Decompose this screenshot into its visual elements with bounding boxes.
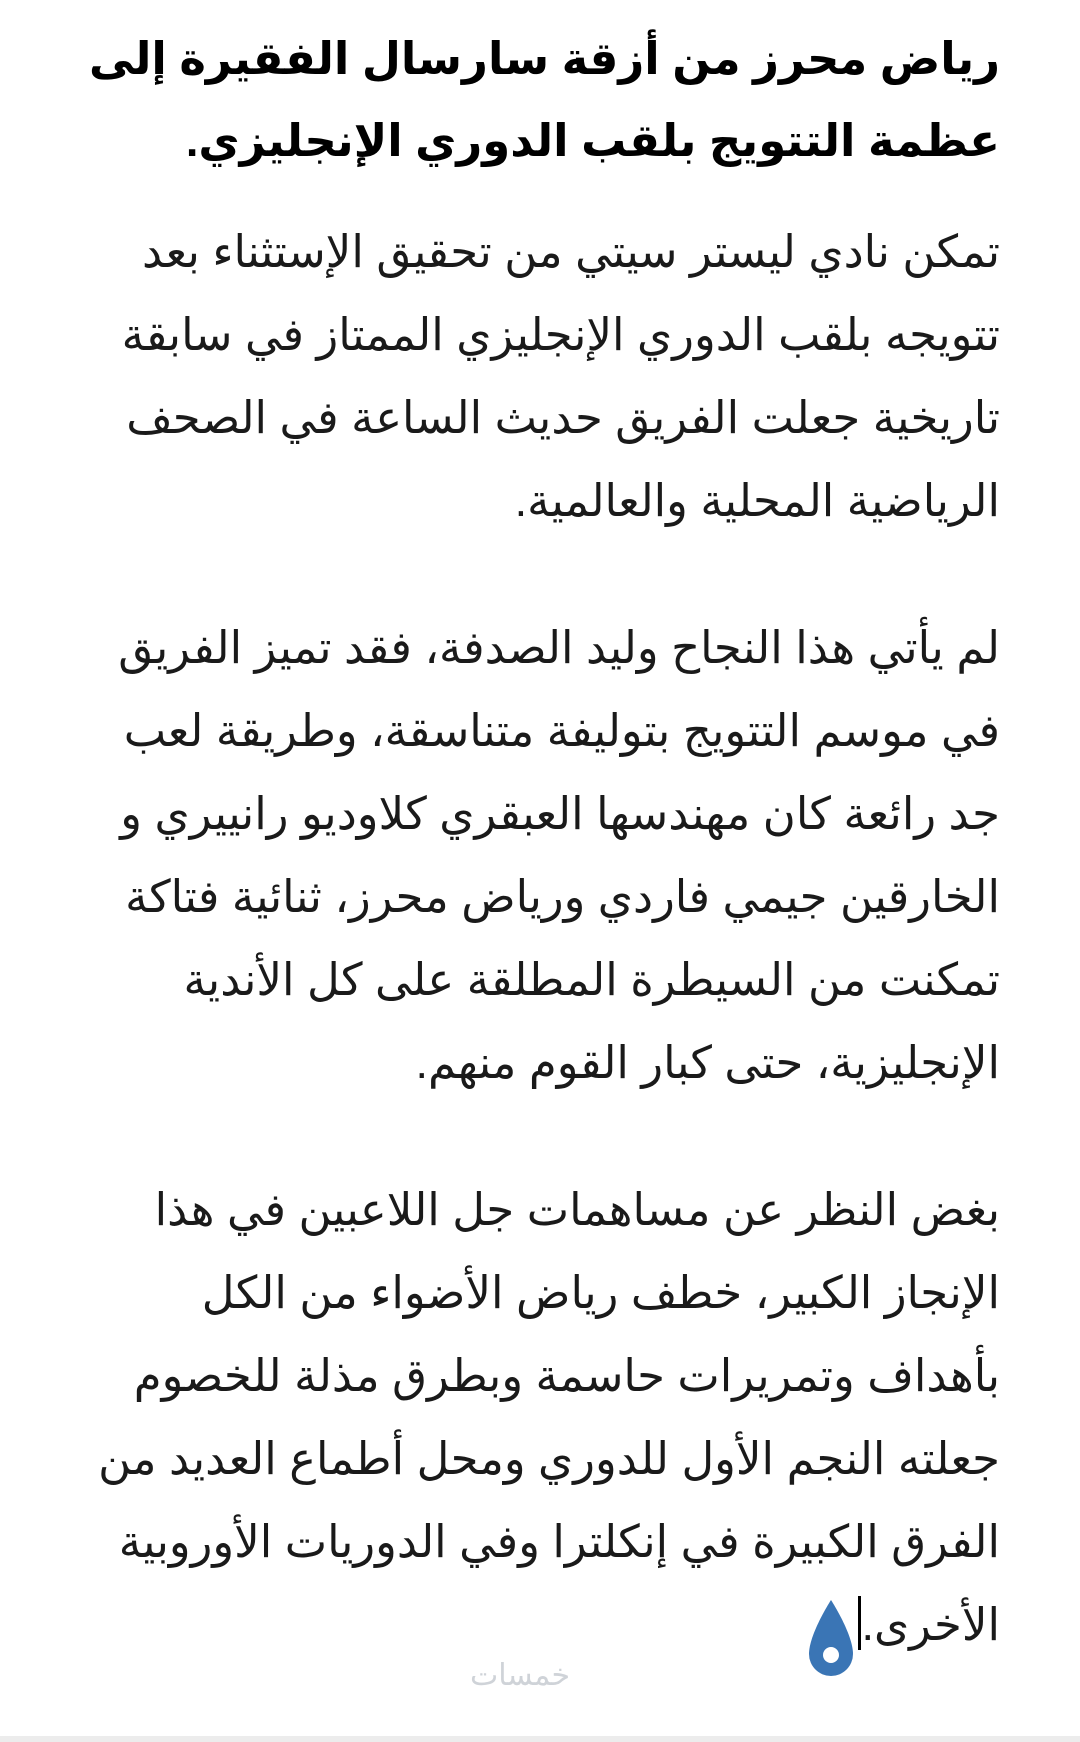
bottom-divider (0, 1736, 1080, 1742)
article-paragraph-3-text: بغض النظر عن مساهمات جل اللاعبين في هذا الإنجاز الكبير، خطف رياض الأضواء من الكل بأهداف وتمريرات حاسمة وبطرق مذلة للخصوم جعلته النجم الأول للدوري ومحل أطماع العديد من الفرق الكبيرة في إنكلترا وفي الدوريات الأوروبية الأخرى. (98, 1184, 1000, 1650)
text-cursor-drop-handle-icon[interactable] (804, 1598, 858, 1682)
article (80, 18, 1000, 1666)
article-title: رياض محرز من أزقة سارسال الفقيرة إلى عظمة التتويج بلقب الدوري الإنجليزي. (88, 33, 1000, 166)
article-paragraph-1: تمكن نادي ليستر سيتي من تحقيق الإستثناء بعد تتويجه بلقب الدوري الإنجليزي الممتاز في سابقة تاريخية جعلت الفريق حديث الساعة في الصحف الرياضية المحلية والعالمية. (121, 226, 1000, 526)
article-paragraph-2: لم يأتي هذا النجاح وليد الصدفة، فقد تميز الفريق في موسم التتويج بتوليفة متناسقة، وطريقة لعب جد رائعة كان مهندسها العبقري كلاوديو رانييري و الخارقين جيمي فاردي ورياض محرز، ثنائية فتاكة تمكنت من السيطرة المطلقة على كل الأندية الإنجليزية، حتى كبار القوم منهم. (118, 622, 1000, 1088)
site-watermark: خمسات (470, 1658, 571, 1693)
article-paragraph-3[interactable] (80, 1168, 1000, 1666)
